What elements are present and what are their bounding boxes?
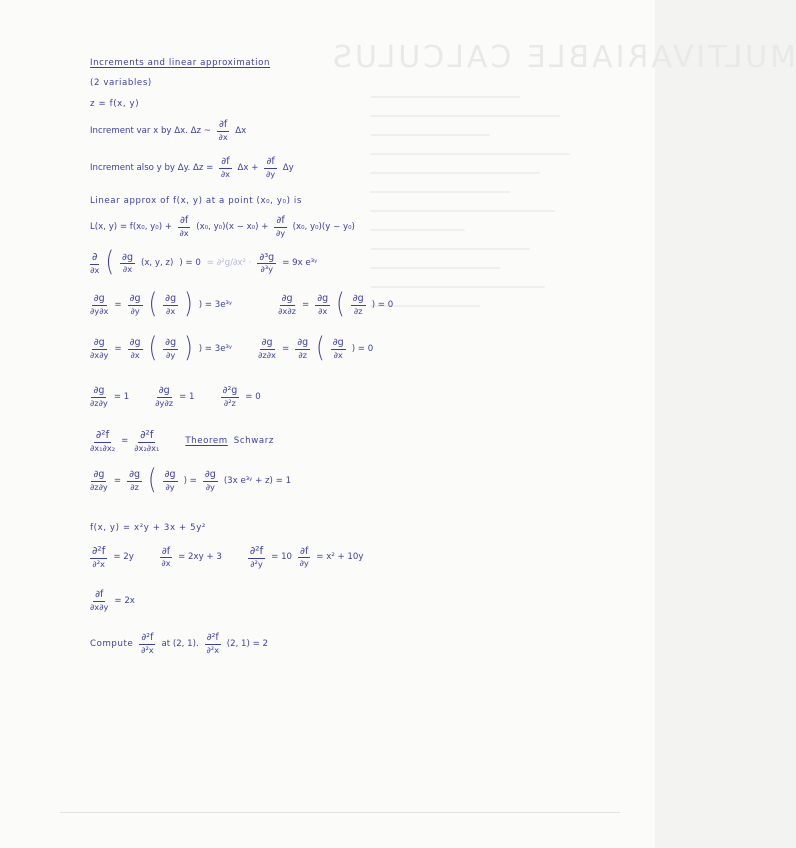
second-order-values-line [90, 386, 261, 408]
partial-gx [120, 253, 135, 275]
denominator: ∂y [299, 558, 309, 569]
denominator: ∂y [166, 350, 176, 361]
denominator: ∂y [165, 482, 175, 493]
partial-operator [90, 252, 99, 275]
partial-gy [163, 470, 178, 492]
partial-f-xx [90, 546, 107, 569]
mixed-partials-yx-line [90, 288, 394, 320]
denominator: ∂x [333, 350, 343, 361]
numerator: ∂g [164, 469, 176, 481]
partial-g-zx [258, 338, 276, 360]
numerator: ∂g [129, 469, 141, 481]
delta-x: Δx [235, 125, 247, 136]
denominator: ∂z∂x [258, 350, 276, 361]
mixed-partial-zy-line [90, 464, 292, 496]
equals: = [114, 300, 122, 310]
partial-f-x2x1 [134, 430, 159, 453]
compute-line [90, 633, 268, 655]
denominator: ∂²x [206, 644, 219, 655]
page-title: Increments and linear approximation [90, 58, 271, 68]
partial-g-zy [90, 386, 108, 408]
numerator: ∂²f [206, 632, 219, 643]
formula-end: (x₀, y₀)(y − y₀) [292, 221, 355, 232]
increment-y-line [90, 157, 294, 179]
denominator: ∂x∂y [90, 601, 109, 612]
linear-approx-formula [90, 216, 355, 238]
numerator: ∂g [165, 337, 177, 349]
close-paren: ) [184, 288, 193, 320]
numerator: ∂²f [138, 430, 155, 443]
open-paren: ( [336, 288, 345, 320]
equals: ) = [183, 476, 197, 486]
denominator: ∂y [130, 306, 140, 317]
partial-gx [331, 338, 346, 360]
denominator: ∂x₁∂x₂ [90, 443, 116, 454]
equals: = [121, 436, 129, 447]
numerator: ∂g [93, 337, 105, 349]
result: = 10 [271, 552, 293, 563]
denominator: ∂z [353, 306, 363, 317]
denominator: ∂²z [223, 397, 236, 408]
f-partials-line [90, 546, 363, 569]
equals: = [301, 300, 310, 310]
schwarz-theorem-line [90, 430, 274, 453]
crossed-out-term: = ∂²g/∂x² · [206, 258, 252, 269]
denominator: ∂x [218, 131, 228, 142]
numerator: ∂ [90, 252, 99, 265]
denominator: ∂z [130, 482, 139, 493]
partial-g-yx [90, 294, 108, 316]
denominator: ∂x [220, 168, 231, 179]
numerator: ∂g [93, 293, 105, 305]
numerator: ∂f [300, 545, 309, 557]
numerator: ∂g [129, 337, 141, 349]
numerator: ∂g [122, 251, 133, 263]
result: ) = 3e³ʸ [198, 344, 233, 354]
partial-fx [217, 120, 229, 142]
third-derivative-line [90, 247, 318, 279]
partial-gy [128, 294, 143, 316]
numerator: ∂g [261, 337, 273, 349]
partial-gz [295, 338, 310, 360]
result: (2, 1) = 2 [226, 638, 269, 649]
result: ) = 0 [351, 344, 374, 354]
numerator: ∂f [179, 215, 189, 226]
linear-approx-intro: Linear approx of f(x, y) at a point (x₀, y₀) is [90, 196, 302, 206]
denominator: ∂²x [92, 559, 105, 570]
result: (3x e³ʸ + z) = 1 [223, 476, 292, 486]
denominator: ∂x∂z [278, 306, 296, 317]
denominator: ∂x₂∂x₁ [134, 443, 160, 454]
denominator: ∂y [205, 482, 215, 493]
result: = x² + 10y [316, 552, 364, 563]
partial-gx [315, 294, 330, 316]
compute-label: Compute [90, 638, 134, 649]
f-definition: f(x, y) = x²y + 3x + 5y² [90, 523, 206, 533]
partial-g-zy [90, 470, 108, 492]
denominator: ∂x [179, 227, 189, 238]
denominator: ∂y∂x [90, 306, 109, 317]
result: = 1 [113, 391, 130, 402]
equals: = [114, 344, 122, 354]
subtitle: (2 variables) [90, 78, 152, 88]
partial-fy [298, 547, 310, 569]
partial-f-x1x2 [90, 430, 115, 453]
numerator: ∂g [129, 293, 141, 305]
numerator: ∂g [93, 385, 105, 396]
denominator: ∂x [318, 306, 328, 317]
result: = 2y [113, 552, 134, 563]
theorem-label: Theorem [185, 436, 228, 447]
partial-gz [351, 294, 366, 316]
partial-gx [163, 294, 178, 316]
delta-x-plus: Δx + [237, 162, 259, 173]
denominator: ∂y∂z [155, 397, 174, 408]
result: ) = 3e³ʸ [198, 300, 233, 310]
result: = 1 [179, 391, 195, 402]
numerator: ∂g [352, 293, 364, 305]
partial-g-xy [90, 338, 108, 360]
denominator: ∂z∂y [90, 397, 108, 408]
arguments: (x, y, z) [140, 258, 174, 269]
numerator: ∂g [204, 469, 216, 481]
partial-gy [203, 470, 218, 492]
open-paren: ( [316, 332, 325, 364]
partial-gx [128, 338, 143, 360]
numerator: ∂g [165, 293, 177, 305]
page-bottom-edge [60, 812, 620, 813]
numerator: ∂²f [248, 546, 265, 559]
f-mixed-partial-line [90, 590, 135, 612]
numerator: ∂g [332, 337, 344, 349]
numerator: ∂²f [90, 546, 107, 559]
equals: = [113, 476, 122, 486]
open-paren: ( [148, 288, 158, 320]
denominator: ∂x [161, 558, 171, 569]
result: ) = 0 [371, 300, 394, 310]
partial-fy [264, 157, 276, 179]
close-paren: ) [184, 332, 193, 364]
partial-fy [274, 216, 286, 238]
numerator: ∂f [276, 215, 285, 226]
numerator: ∂²g [222, 385, 238, 396]
increment-x-text: Increment var x by Δx. Δz ~ [90, 125, 212, 136]
partial-gz [127, 470, 142, 492]
open-paren: ( [105, 247, 115, 279]
numerator: ∂³g [259, 251, 275, 263]
denominator: ∂x∂y [90, 350, 109, 361]
denominator: ∂y [265, 168, 276, 179]
numerator: ∂f [95, 589, 104, 600]
increment-x-line [90, 120, 246, 142]
partial-f-yy [248, 546, 265, 569]
at-point: at (2, 1). [161, 638, 199, 649]
formula-middle: (x₀, y₀)(x − x₀) + [196, 221, 269, 232]
denominator: ∂x [166, 306, 176, 317]
numerator: ∂f [219, 119, 228, 130]
partial-f-xx [139, 633, 155, 655]
equals-zero: ) = 0 [179, 258, 201, 269]
denominator: ∂x [90, 265, 100, 276]
result: = 2x [114, 595, 135, 606]
result: = 2xy + 3 [178, 552, 222, 563]
partial-fx [178, 216, 190, 238]
function-definition: z = f(x, y) [90, 99, 140, 109]
numerator: ∂g [317, 293, 329, 305]
mixed-partials-xy-line [90, 332, 374, 364]
partial-g-yz [155, 386, 173, 408]
denominator: ∂z [298, 350, 307, 361]
denominator: ∂x [130, 350, 140, 361]
partial-g-xz [278, 294, 296, 316]
partial-f-xy [90, 590, 108, 612]
partial-g-zz [221, 386, 240, 408]
delta-y: Δy [282, 162, 294, 173]
numerator: ∂g [158, 385, 170, 396]
denominator: ∂z∂y [90, 482, 108, 493]
denominator: ∂y [275, 227, 286, 238]
denominator: ∂²y [250, 559, 263, 570]
denominator: ∂³y [260, 264, 274, 275]
partial-f-xx [205, 633, 221, 655]
numerator: ∂g [93, 469, 105, 481]
numerator: ∂f [266, 156, 275, 167]
result: = 0 [245, 391, 261, 402]
denominator: ∂x [122, 264, 133, 275]
equals: = [281, 344, 290, 354]
numerator: ∂²f [94, 430, 111, 443]
formula-start: L(x, y) = f(x₀, y₀) + [90, 221, 172, 232]
partial-fx [219, 157, 231, 179]
denominator: ∂²x [141, 644, 154, 655]
numerator: ∂g [281, 293, 293, 305]
partial-gy [163, 338, 178, 360]
result: = 9x e³ʸ [282, 258, 318, 269]
numerator: ∂f [161, 545, 171, 557]
partial-g-third [257, 253, 276, 275]
theorem-name: Schwarz [233, 436, 274, 447]
increment-y-text: Increment also y by Δy. Δz = [90, 162, 214, 173]
numerator: ∂g [297, 337, 309, 349]
numerator: ∂f [221, 156, 230, 167]
bleed-through-lines [370, 96, 580, 324]
bleed-through-heading: MULTIVARIABLE CALCULUS [330, 40, 796, 75]
open-paren: ( [148, 332, 158, 364]
open-paren: ( [148, 464, 157, 496]
numerator: ∂²f [141, 632, 154, 643]
partial-fx [160, 547, 172, 569]
